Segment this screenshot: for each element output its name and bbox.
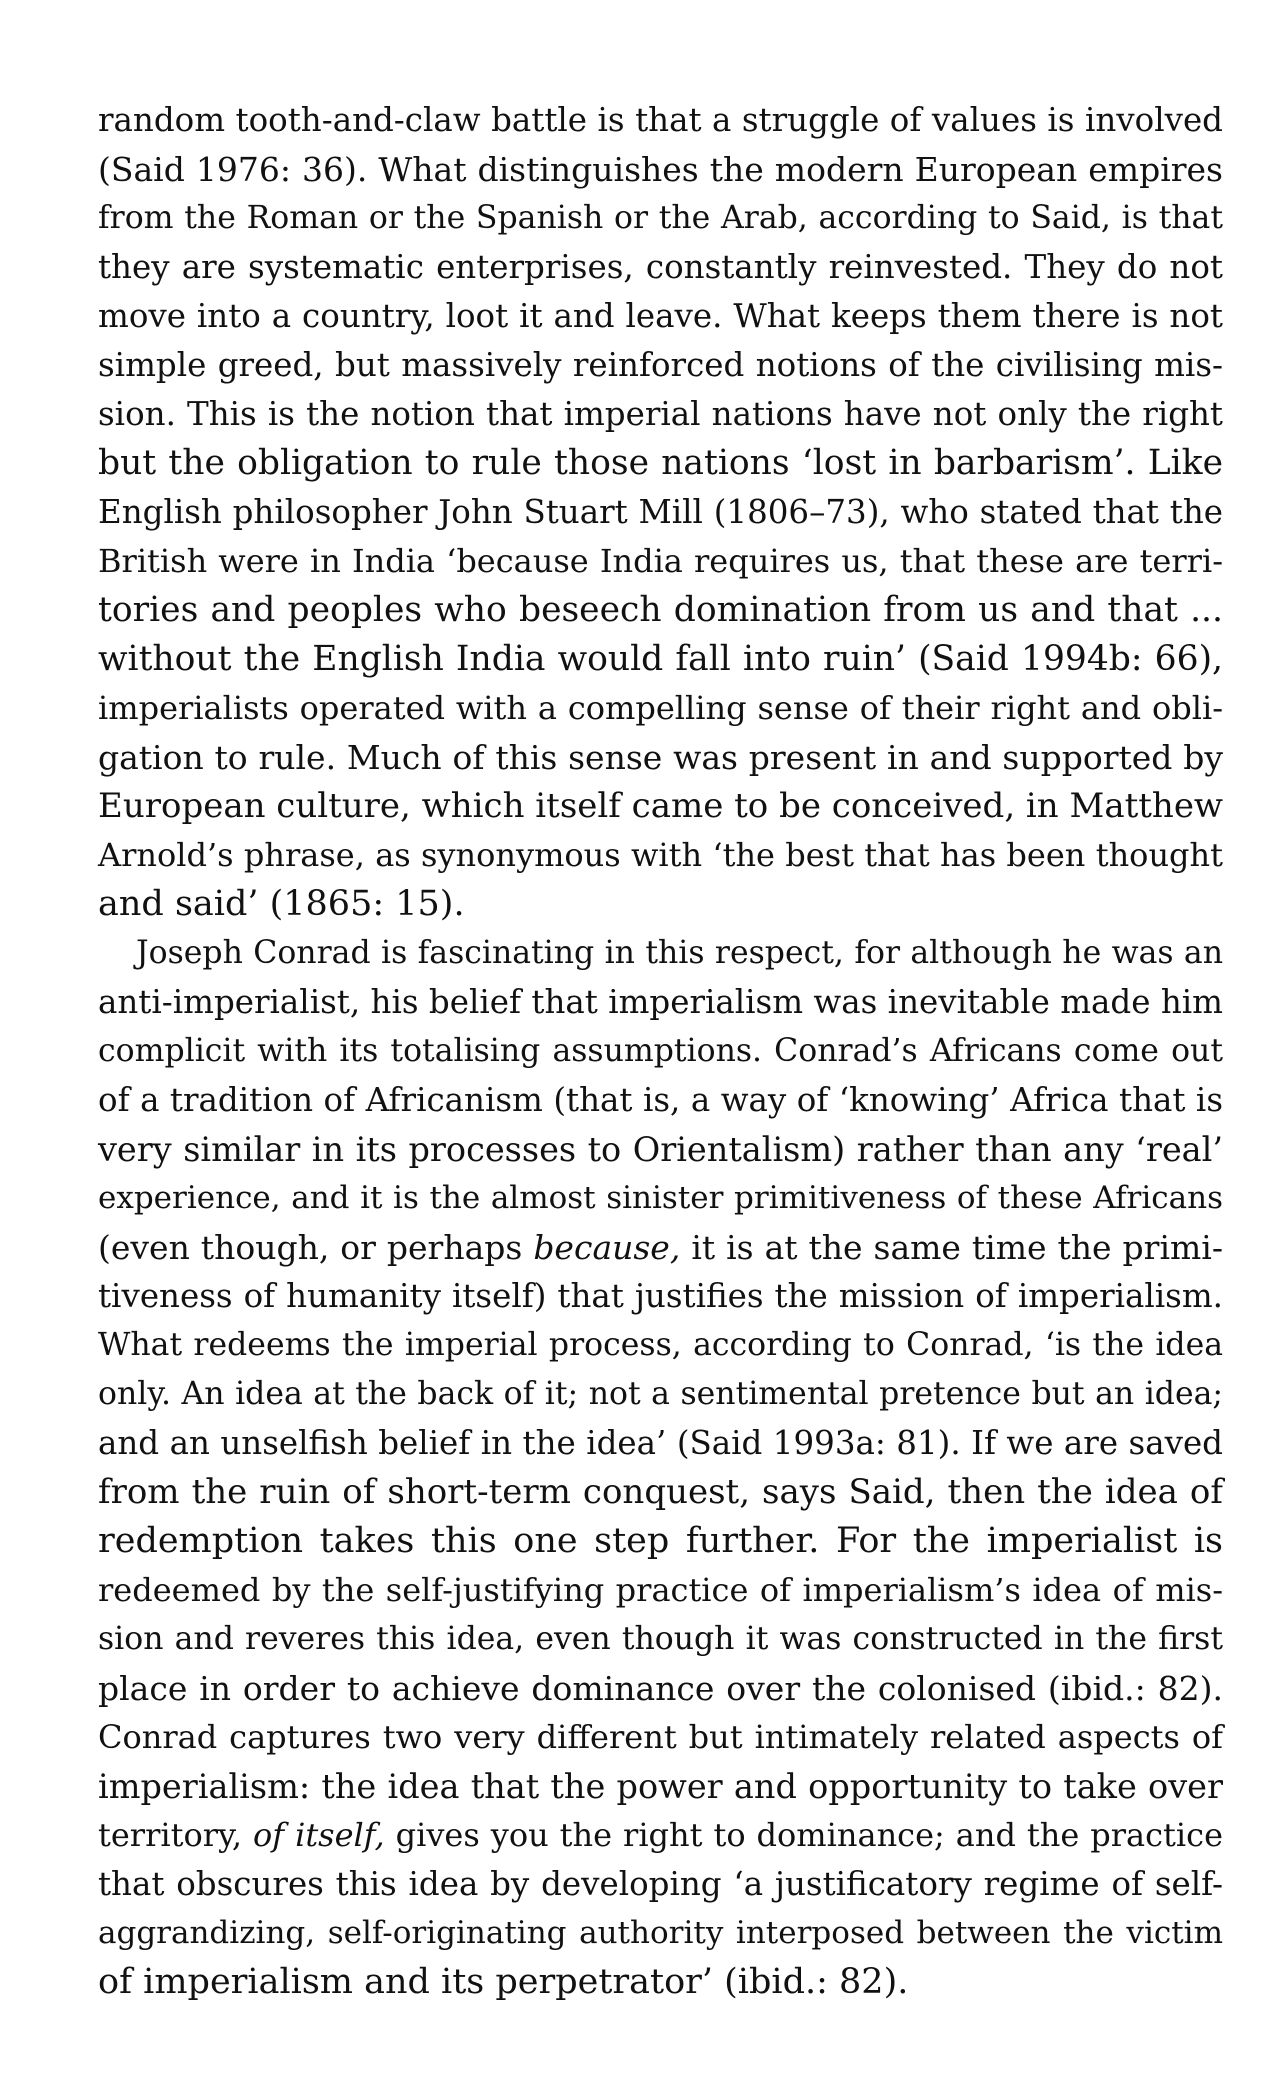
text-line: What redeems the imperial process, according to Conrad, ‘is the idea: [98, 1327, 1223, 1363]
text-line: imperialists operated with a compelling sense of their right and obli-: [98, 689, 1223, 727]
text-line: and said’ (1865: 15).: [98, 884, 465, 924]
text-line: sion. This is the notion that imperial nations have not only the right: [98, 395, 1223, 433]
text-line: sion and reveres this idea, even though it was constructed in the first: [98, 1621, 1223, 1657]
text-line: only. An idea at the back of it; not a sentimental pretence but an idea;: [98, 1376, 1223, 1412]
text-line: aggrandizing, self-originating authority interposed between the victim: [98, 1915, 1223, 1951]
text-line: place in order to achieve dominance over the colonised (ibid.: 82).: [98, 1669, 1223, 1708]
text-line: of imperialism and its perpetrator’ (ibid.: 82).: [98, 1962, 909, 2002]
text-line: (Said 1976: 36). What distinguishes the modern European empires: [98, 150, 1223, 189]
paragraph-2: [98, 929, 1223, 2007]
text-segment: (even though, or perhaps: [98, 1228, 534, 1267]
text-line: that obscures this idea by developing ‘a justificatory regime of self-: [98, 1865, 1223, 1903]
text-line-with-italic: [98, 1811, 1223, 1860]
text-line: anti-imperialist, his belief that imperialism was inevitable made him: [98, 983, 1223, 1021]
text-line: without the English India would fall into ruin’ (Said 1994b: 66),: [98, 639, 1223, 679]
text-line: very similar in its processes to Orientalism) rather than any ‘real’: [98, 1130, 1223, 1169]
text-line: Conrad captures two very different but intimately related aspects of: [98, 1718, 1223, 1756]
text-line: Arnold’s phrase, as synonymous with ‘the best that has been thought: [98, 836, 1223, 874]
text-line: redemption takes this one step further. For the imperialist is: [98, 1521, 1223, 1561]
text-line: move into a country, loot it and leave. What keeps them there is not: [98, 297, 1223, 335]
text-line: random tooth-and-claw battle is that a struggle of values is involved: [98, 101, 1223, 139]
text-segment: territory,: [98, 1816, 254, 1854]
text-line: Joseph Conrad is fascinating in this respect, for although he was an: [136, 935, 1223, 971]
text-line: European culture, which itself came to be conceived, in Matthew: [98, 786, 1224, 826]
text-line: tories and peoples who beseech domination from us and that ...: [98, 590, 1223, 630]
text-line: and an unselfish belief in the idea’ (Said 1993a: 81). If we are saved: [98, 1424, 1223, 1462]
text-line-with-italic: [98, 1223, 1223, 1272]
italic-phrase: of itself,: [253, 1816, 385, 1854]
text-line: complicit with its totalising assumptions. Conrad’s Africans come out: [98, 1033, 1223, 1069]
text-line: English philosopher John Stuart Mill (1806–73), who stated that the: [98, 493, 1223, 531]
text-line: British were in India ‘because India requires us, that these are terri-: [98, 542, 1223, 580]
text-line: but the obligation to rule those nations ‘lost in barbarism’. Like: [98, 443, 1223, 483]
text-line: simple greed, but massively reinforced notions of the civilising mis-: [98, 346, 1223, 384]
text-line: from the Roman or the Spanish or the Arab, according to Said, is that: [98, 200, 1223, 236]
text-segment: gives you the right to dominance; and the practice: [384, 1816, 1224, 1854]
paragraph-1: [98, 96, 1223, 929]
text-line: gation to rule. Much of this sense was present in and supported by: [98, 738, 1223, 777]
text-line: experience, and it is the almost sinister primitiveness of these Africans: [98, 1180, 1223, 1216]
page-body: [98, 96, 1223, 2007]
text-line: of a tradition of Africanism (that is, a way of ‘knowing’ Africa that is: [98, 1081, 1223, 1119]
italic-word: because,: [533, 1228, 681, 1267]
text-line: imperialism: the idea that the power and opportunity to take over: [98, 1767, 1223, 1806]
text-line: tiveness of humanity itself) that justifies the mission of imperialism.: [98, 1277, 1223, 1315]
text-segment: it is at the same time the primi-: [680, 1228, 1224, 1267]
text-line: redeemed by the self-justifying practice of imperialism’s idea of mis-: [98, 1571, 1223, 1609]
text-line: they are systematic enterprises, constantly reinvested. They do not: [98, 248, 1223, 286]
text-line: from the ruin of short-term conquest, says Said, then the idea of: [98, 1472, 1223, 1512]
